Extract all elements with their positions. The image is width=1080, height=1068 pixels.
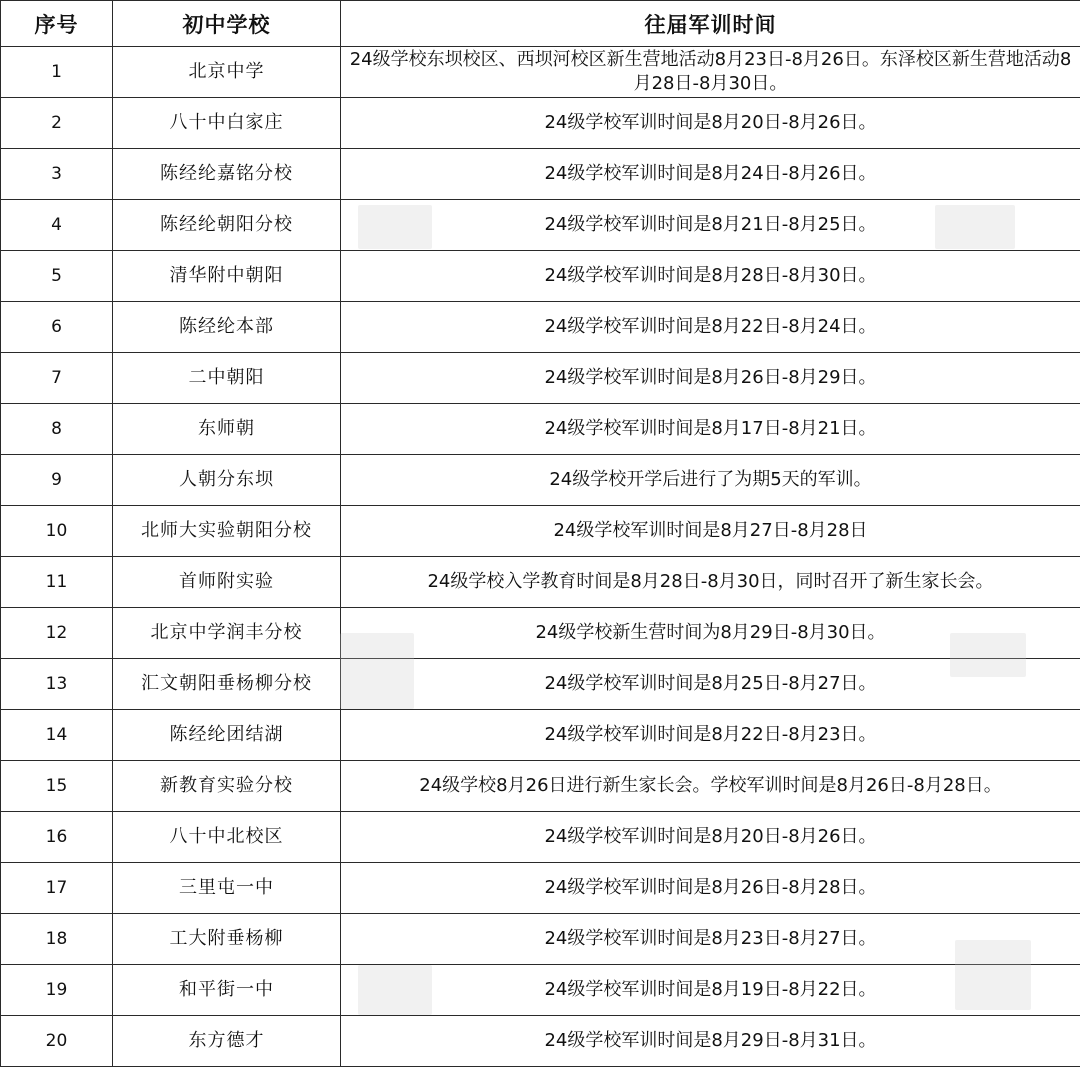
row-training-time: 24级学校军训时间是8月21日-8月25日。 — [341, 200, 1080, 251]
row-school: 工大附垂杨柳 — [113, 914, 341, 965]
row-training-time: 24级学校军训时间是8月25日-8月27日。 — [341, 659, 1080, 710]
row-school: 陈经纶嘉铭分校 — [113, 149, 341, 200]
table-row — [1, 710, 1080, 761]
row-training-time: 24级学校军训时间是8月28日-8月30日。 — [341, 251, 1080, 302]
row-school: 陈经纶团结湖 — [113, 710, 341, 761]
row-index: 9 — [1, 455, 113, 506]
row-index: 12 — [1, 608, 113, 659]
row-school: 北京中学 — [113, 47, 341, 98]
row-school: 汇文朝阳垂杨柳分校 — [113, 659, 341, 710]
row-school: 首师附实验 — [113, 557, 341, 608]
row-index: 15 — [1, 761, 113, 812]
row-index: 17 — [1, 863, 113, 914]
row-training-time: 24级学校军训时间是8月22日-8月23日。 — [341, 710, 1080, 761]
row-school: 陈经纶朝阳分校 — [113, 200, 341, 251]
table-row — [1, 557, 1080, 608]
row-training-time: 24级学校军训时间是8月22日-8月24日。 — [341, 302, 1080, 353]
header-training-time: 往届军训时间 — [341, 1, 1080, 47]
row-index: 6 — [1, 302, 113, 353]
row-training-time: 24级学校军训时间是8月29日-8月31日。 — [341, 1016, 1080, 1067]
row-training-time: 24级学校军训时间是8月17日-8月21日。 — [341, 404, 1080, 455]
table-row — [1, 761, 1080, 812]
table-row — [1, 353, 1080, 404]
row-index: 1 — [1, 47, 113, 98]
row-training-time: 24级学校军训时间是8月23日-8月27日。 — [341, 914, 1080, 965]
row-training-time: 24级学校军训时间是8月20日-8月26日。 — [341, 812, 1080, 863]
table-row — [1, 251, 1080, 302]
row-school: 新教育实验分校 — [113, 761, 341, 812]
row-school: 清华附中朝阳 — [113, 251, 341, 302]
table-row — [1, 98, 1080, 149]
table-row — [1, 47, 1080, 98]
row-training-time: 24级学校东坝校区、西坝河校区新生营地活动8月23日-8月26日。东泽校区新生营地活动8月28日-8月30日。 — [341, 47, 1080, 98]
table-row — [1, 863, 1080, 914]
header-row — [1, 1, 1080, 47]
row-training-time: 24级学校入学教育时间是8月28日-8月30日，同时召开了新生家长会。 — [341, 557, 1080, 608]
row-index: 4 — [1, 200, 113, 251]
row-training-time: 24级学校军训时间是8月19日-8月22日。 — [341, 965, 1080, 1016]
row-index: 13 — [1, 659, 113, 710]
row-school: 东方德才 — [113, 1016, 341, 1067]
row-training-time: 24级学校新生营时间为8月29日-8月30日。 — [341, 608, 1080, 659]
row-index: 18 — [1, 914, 113, 965]
table-row — [1, 914, 1080, 965]
row-index: 2 — [1, 98, 113, 149]
row-index: 20 — [1, 1016, 113, 1067]
row-training-time: 24级学校军训时间是8月26日-8月29日。 — [341, 353, 1080, 404]
row-training-time: 24级学校军训时间是8月24日-8月26日。 — [341, 149, 1080, 200]
row-index: 16 — [1, 812, 113, 863]
row-index: 8 — [1, 404, 113, 455]
row-school: 陈经纶本部 — [113, 302, 341, 353]
table-row — [1, 608, 1080, 659]
table-row — [1, 302, 1080, 353]
row-school: 人朝分东坝 — [113, 455, 341, 506]
row-school: 北京中学润丰分校 — [113, 608, 341, 659]
header-school: 初中学校 — [113, 1, 341, 47]
row-training-time: 24级学校军训时间是8月27日-8月28日 — [341, 506, 1080, 557]
row-index: 7 — [1, 353, 113, 404]
table-row — [1, 404, 1080, 455]
table-row — [1, 200, 1080, 251]
row-index: 10 — [1, 506, 113, 557]
row-training-time: 24级学校军训时间是8月20日-8月26日。 — [341, 98, 1080, 149]
table-row — [1, 812, 1080, 863]
row-training-time: 24级学校军训时间是8月26日-8月28日。 — [341, 863, 1080, 914]
row-index: 3 — [1, 149, 113, 200]
row-index: 19 — [1, 965, 113, 1016]
row-school: 八十中白家庄 — [113, 98, 341, 149]
table-row — [1, 149, 1080, 200]
table-row — [1, 455, 1080, 506]
header-index: 序号 — [1, 1, 113, 47]
table-row — [1, 659, 1080, 710]
row-training-time: 24级学校开学后进行了为期5天的军训。 — [341, 455, 1080, 506]
row-index: 14 — [1, 710, 113, 761]
row-school: 和平街一中 — [113, 965, 341, 1016]
row-school: 北师大实验朝阳分校 — [113, 506, 341, 557]
row-index: 11 — [1, 557, 113, 608]
row-school: 东师朝 — [113, 404, 341, 455]
row-training-time: 24级学校8月26日进行新生家长会。学校军训时间是8月26日-8月28日。 — [341, 761, 1080, 812]
table-row — [1, 1016, 1080, 1067]
table-row — [1, 965, 1080, 1016]
row-school: 二中朝阳 — [113, 353, 341, 404]
row-school: 三里屯一中 — [113, 863, 341, 914]
row-index: 5 — [1, 251, 113, 302]
table-row — [1, 506, 1080, 557]
row-school: 八十中北校区 — [113, 812, 341, 863]
